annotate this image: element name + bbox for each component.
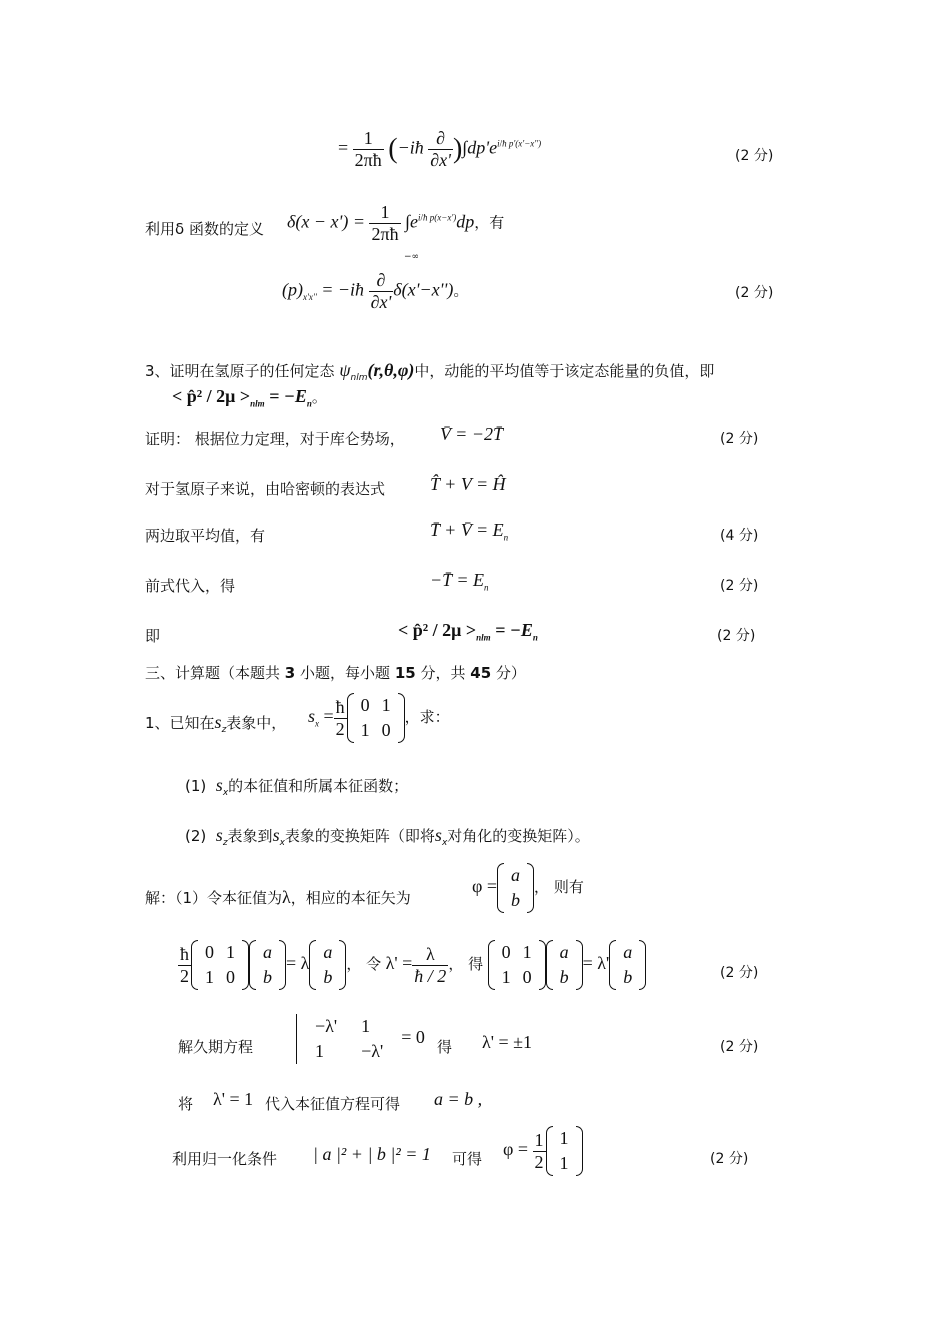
section-title: 三、计算题（本题共 3 小题，每小题 15 分，共 45 分） xyxy=(145,664,526,682)
substitution-result: a = b , xyxy=(434,1089,483,1109)
score: (2 分) xyxy=(735,148,774,164)
top-equation: = $\frac{1}{2\pi ħ}$ (−iħ $\frac{\partial}{\partial x'}$ )$\int dp'e^{i/ħ p'(x'-x'')}$ xyxy=(338,128,542,170)
eigen-equation: $\frac{ħ}{2}$ 0 1 1 0 a b = λ a b ， 令 λ' = $\frac{\lambda}{ħ / 2}$ ， 得 0 1 1 0 a b = λ' a b xyxy=(178,940,646,990)
proof-line-5-text: 即 xyxy=(145,627,161,645)
proof-line-3-text: 两边取平均值，有 xyxy=(145,527,266,545)
score: (2 分) xyxy=(720,578,759,594)
score: (2 分) xyxy=(720,965,759,981)
normalization-label: 利用归一化条件 xyxy=(172,1150,278,1168)
proof-line-1-math: V̄ = −2T̄ xyxy=(440,424,503,444)
integral-lower-limit: −∞ xyxy=(404,252,420,262)
substitution-label: 将 xyxy=(178,1095,194,1113)
score: (2 分) xyxy=(720,1039,759,1055)
proof-line-2-text: 对于氢原子来说，由哈密顿的表达式 xyxy=(145,480,386,498)
momentum-matrix-element: $(p)_{x'x''}$ = −iħ $\frac{\partial}{\partial x'}$ δ(x'−x'')。 xyxy=(282,270,469,312)
integral: ∫dp'e xyxy=(462,137,498,158)
proof-line-3-math: T̄ + V̄ = $E_n$ xyxy=(430,520,509,543)
eigenvector-definition: φ = a b ， 则有 xyxy=(472,863,584,913)
secular-get: 得 xyxy=(437,1038,453,1056)
secular-result: λ' = ±1 xyxy=(482,1032,533,1052)
question-3-formula: < p̂² / $2\mu >_{nlm} = -E_n$。 xyxy=(172,386,327,409)
score: (2 分) xyxy=(720,431,759,447)
fraction: $\frac{1}{2\pi ħ}$ xyxy=(354,128,382,170)
proof-line-4-math: −T̄ = $E_n$ xyxy=(430,570,489,593)
exponent: p'(x'−x'') xyxy=(508,138,542,149)
question-3: 3、证明在氢原子的任何定态 $\psi_{nlm}(r,\theta,\varphi)$中，动能的平均值等于该定态能量的负值，即 xyxy=(145,360,715,383)
proof-line-4-text: 前式代入，得 xyxy=(145,577,236,595)
secular-equation-label: 解久期方程 xyxy=(178,1038,254,1056)
partial-derivative: $\frac{\partial}{\partial x'}$ xyxy=(430,128,451,170)
score: (4 分) xyxy=(720,528,759,544)
normalized-eigenvector: φ = $\frac{1}{2}$ 1 1 xyxy=(503,1126,583,1176)
sx-matrix-definition: $s_x$ = $\frac{ħ}{2}$ 0 1 1 0 ，求： xyxy=(308,693,450,743)
score: (2 分) xyxy=(735,285,774,301)
substitution-text: 代入本征值方程可得 xyxy=(265,1095,401,1113)
equals-sign: = xyxy=(338,137,349,158)
score: (2 分) xyxy=(717,628,756,644)
delta-definition: δ(x − x') = $\frac{1}{2\pi ħ}$ $\int e^{i/ħ p(x-x')}dp$，有 xyxy=(287,202,505,244)
score: (2 分) xyxy=(710,1151,749,1167)
secular-determinant: −λ' 1 1 −λ' = 0 xyxy=(296,1014,425,1064)
substitution-lambda: λ' = 1 xyxy=(213,1089,254,1109)
question-1: 1、已知在$s_z$表象中， xyxy=(145,712,287,735)
matrix: 0 1 1 0 xyxy=(347,693,405,743)
normalization-condition: | a |² + | b |² = 1 xyxy=(313,1144,431,1164)
solution-intro: 解：（1）令本征值为λ，相应的本征矢为 xyxy=(145,887,411,907)
sub-question-2: (2) $s_z$表象到$s_x$表象的变换矩阵（即将$s_x$对角化的变换矩阵）。 xyxy=(185,825,590,848)
proof-line-1-text: 证明： 根据位力定理，对于库仑势场， xyxy=(145,430,405,448)
term: −iħ xyxy=(397,137,424,158)
proof-line-2-math: T̂ + V = Ĥ xyxy=(430,474,506,494)
sub-question-1: (1) $s_x$的本征值和所属本征函数； xyxy=(185,775,409,798)
normalization-get: 可得 xyxy=(452,1150,483,1168)
delta-definition-label: 利用δ 函数的定义 xyxy=(145,220,264,238)
proof-line-5-math: < p̂² / $2\mu >_{nlm} = -E_n$ xyxy=(398,620,538,643)
